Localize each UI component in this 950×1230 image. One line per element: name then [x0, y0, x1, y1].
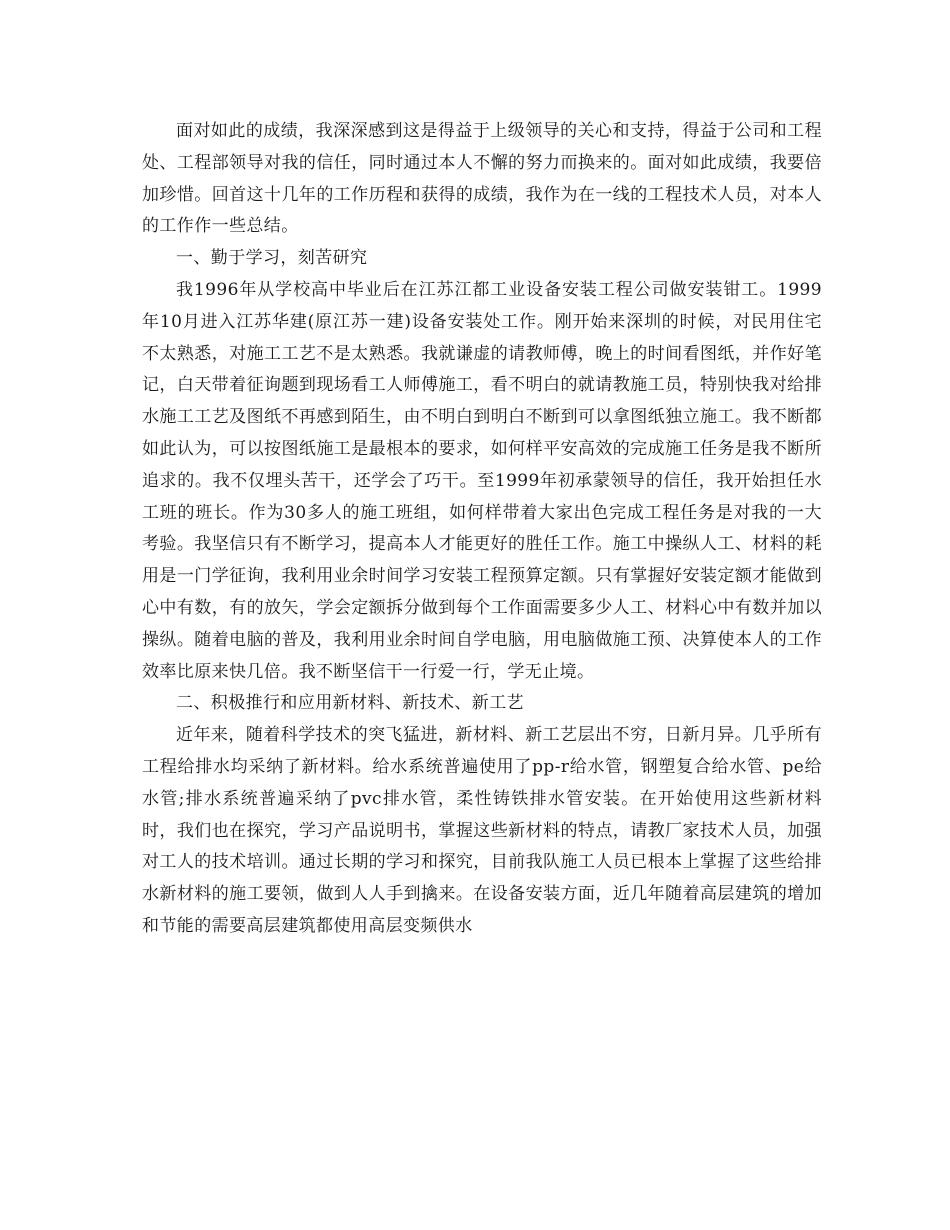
paragraph-intro: 面对如此的成绩，我深深感到这是得益于上级领导的关心和支持，得益于公司和工程处、工程部领导对我的信任，同时通过本人不懈的努力而换来的。面对如此成绩，我要倍加珍惜。回首这十几年的工作历程和获得的成绩，我作为在一线的工程技术人员，对本人的工作作一些总结。 — [142, 121, 822, 237]
paragraph-new-materials: 近年来，随着科学技术的突飞猛进，新材料、新工艺层出不穷，日新月异。几乎所有工程给排水均采纳了新材料。给水系统普遍使用了pp-r给水管，钢塑复合给水管、pe给水管;排水系统普遍采纳了pvc排水管，柔性铸铁排水管安装。在开始使用这些新材料时，我们也在探究，学习产品说明书，掌握这些新材料的特点，请教厂家技术人员，加强对工人的技术培训。通过长期的学习和探究，目前我队施工人员已根本上掌握了这些给排水新材料的施工要领，做到人人手到擒来。在设备安装方面，近几年随着高层建筑的增加和节能的需要高层建筑都使用高层变频供水 — [142, 725, 822, 936]
document-body — [142, 116, 822, 943]
section-heading-1: 一、勤于学习，刻苦研究 — [176, 248, 368, 269]
section-heading-2: 二、积极推行和应用新材料、新技术、新工艺 — [176, 693, 524, 714]
paragraph-study: 我1996年从学校高中毕业后在江苏江都工业设备安装工程公司做安装钳工。1999年10月进入江苏华建(原江苏一建)设备安装处工作。刚开始来深圳的时候，对民用住宅不太熟悉，对施工工艺不是太熟悉。我就谦虚的请教师傅，晚上的时间看图纸，并作好笔记，白天带着征询题到现场看工人师傅施工，看不明白的就请教施工员，特别快我对给排水施工工艺及图纸不再感到陌生，由不明白到明白不断到可以拿图纸独立施工。我不断都如此认为，可以按图纸施工是最根本的要求，如何样平安高效的完成施工任务是我不断所追求的。我不仅埋头苦干，还学会了巧干。至1999年初承蒙领导的信任，我开始担任水工班的班长。作为30多人的施工班组，如何样带着大家出色完成工程任务是对我的一大考验。我坚信只有不断学习，提高本人才能更好的胜任工作。施工中操纵人工、材料的耗用是一门学征询，我利用业余时间学习安装工程预算定额。只有掌握好安装定额才能做到心中有数，有的放矢，学会定额拆分做到每个工作面需要多少人工、材料心中有数并加以操纵。随着电脑的普及，我利用业余时间自学电脑，用电脑做施工预、决算使本人的工作效率比原来快几倍。我不断坚信干一行爱一行，学无止境。 — [142, 279, 822, 682]
